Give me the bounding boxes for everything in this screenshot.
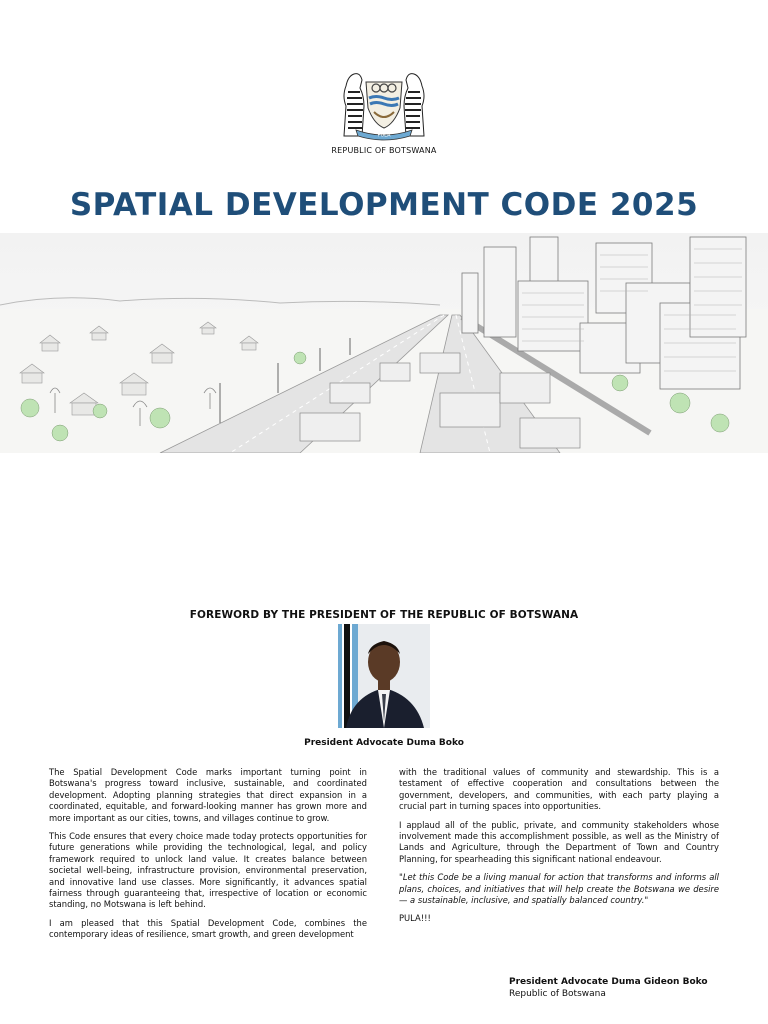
foreword-paragraph: I am pleased that this Spatial Development Code, combines the contemporary ideas of resilience, smart growth, and green development bbox=[49, 917, 367, 940]
signature-name: President Advocate Duma Gideon Boko bbox=[509, 977, 708, 987]
motto-text: PULA bbox=[377, 132, 391, 139]
signature-title: Republic of Botswana bbox=[509, 989, 606, 999]
city-sketch-banner-image bbox=[0, 233, 768, 453]
document-title: SPATIAL DEVELOPMENT CODE 2025 bbox=[69, 187, 699, 223]
foreword-paragraph: The Spatial Development Code marks important turning point in Botswana's progress toward inclusive, sustainable, and coordinated development. Adopting planning strategies that direct expansion in a coordinated, equitable, and forward-looking manner has grown more and more important as our cities, towns, and villages continue to grow. bbox=[49, 767, 367, 823]
portrait-caption: President Advocate Duma Boko bbox=[304, 738, 464, 748]
foreword-paragraph: I applaud all of the public, private, and community stakeholders whose involvement made this accomplishment possible, as well as the Ministry of Lands and Agriculture, through the Department of Town and Country Planning, for spearheading this significant national endeavour. bbox=[399, 819, 719, 864]
botswana-coat-of-arms-emblem bbox=[334, 66, 434, 142]
foreword-left-column bbox=[49, 767, 367, 948]
right-zebra-supporter bbox=[404, 74, 424, 136]
left-zebra-supporter bbox=[344, 74, 364, 136]
foreword-right-column bbox=[399, 767, 719, 932]
foreword-paragraph: This Code ensures that every choice made today protects opportunities for future generations while providing the technological, legal, and policy framework required to unlock land value. It creates balance between societal well-being, infrastructure provision, environmental preservation, and innovative land use classes. More significantly, it advances spatial fairness through guaranteeing that, irrespective of location or economic standing, no Motswana is left behind. bbox=[49, 831, 367, 910]
country-label: REPUBLIC OF BOTSWANA bbox=[331, 146, 437, 155]
foreword-quote: "Let this Code be a living manual for action that transforms and informs all plans, choices, and initiatives that will help create the Botswana we desire — a sustainable, inclusive, and spatially balanced country." bbox=[399, 872, 719, 906]
foreword-heading: FOREWORD BY THE PRESIDENT OF THE REPUBLIC OF BOTSWANA bbox=[189, 609, 579, 621]
president-portrait-photo bbox=[338, 624, 430, 728]
foreword-closing: PULA!!! bbox=[399, 913, 431, 924]
foreword-paragraph: with the traditional values of community and stewardship. This is a testament of effective cooperation and consultations between the government, developers, and communities, with each party playing a crucial part in turning spaces into opportunities. bbox=[399, 767, 719, 812]
signature-block bbox=[509, 976, 708, 1000]
